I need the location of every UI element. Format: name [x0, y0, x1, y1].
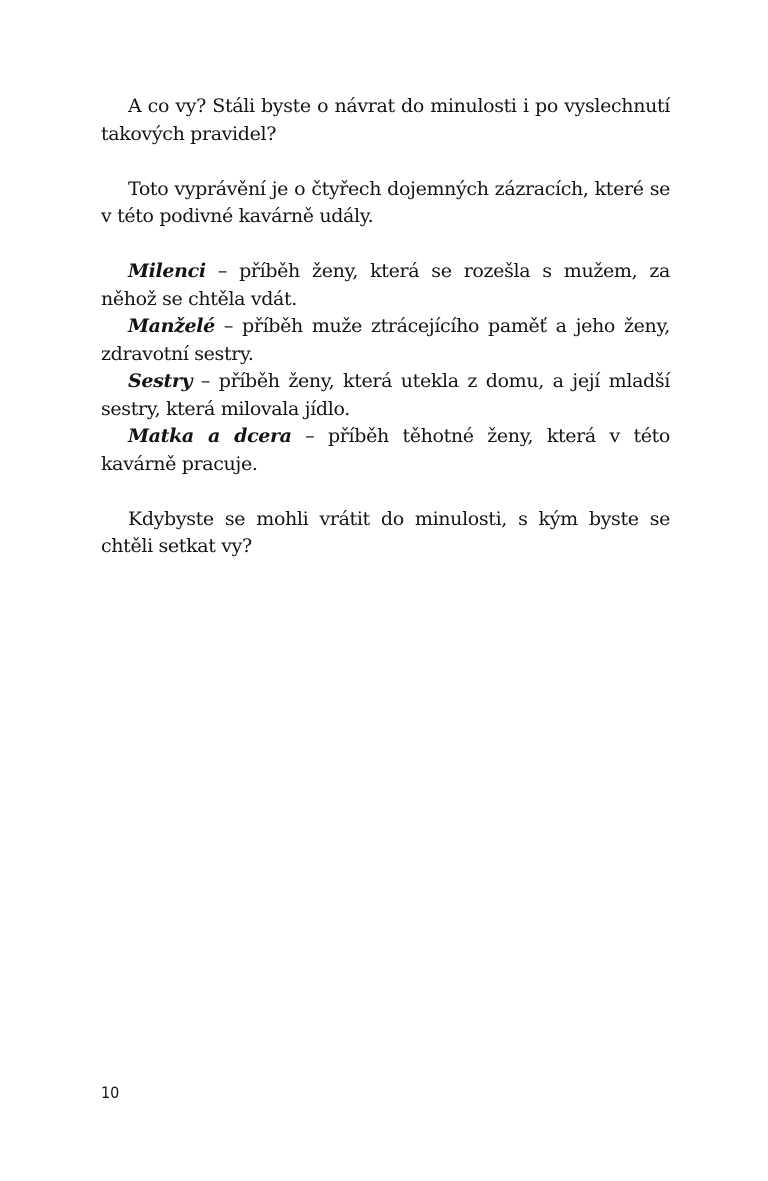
paragraph-gap — [101, 148, 670, 176]
story-manzele — [101, 313, 670, 368]
story-milenci — [101, 258, 670, 313]
story-matka-a-dcera — [101, 423, 670, 478]
paragraph-gap — [101, 231, 670, 259]
story-title: Milenci — [128, 260, 206, 282]
paragraph-gap — [101, 478, 670, 506]
story-description: – příběh ženy, která se rozešla s mužem, za něhož se chtěla vdát. — [101, 260, 670, 310]
story-description: – příběh těhotné ženy, která v této kavárně pracuje. — [101, 425, 670, 475]
intro-question-paragraph: A co vy? Stáli byste o návrat do minulosti i po vyslechnutí takových pravidel? — [101, 95, 670, 145]
story-title: Matka a dcera — [128, 425, 292, 447]
page-body — [101, 93, 670, 561]
story-title: Sestry — [128, 370, 193, 392]
story-title: Manželé — [128, 315, 215, 337]
story-description: – příběh muže ztrácejícího paměť a jeho ženy, zdravotní sestry. — [101, 315, 670, 365]
intro-overview-paragraph: Toto vyprávění je o čtyřech dojemných zázracích, které se v této podivné kavárně udály. — [101, 177, 670, 227]
closing-question-paragraph: Kdybyste se mohli vrátit do minulosti, s kým byste se chtěli setkat vy? — [101, 507, 670, 557]
page-number: 10 — [101, 1083, 120, 1102]
story-description: – příběh ženy, která utekla z domu, a její mladší sestry, která milovala jídlo. — [101, 370, 670, 420]
story-sestry — [101, 368, 670, 423]
